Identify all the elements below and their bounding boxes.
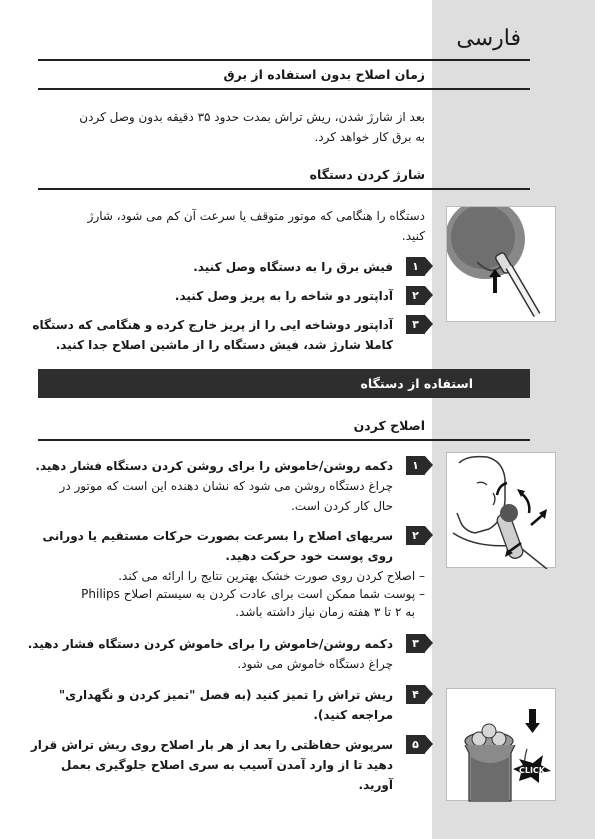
charging-step-2	[25, 286, 425, 306]
step-number-badge: ۳	[406, 634, 425, 653]
top-divider	[38, 59, 530, 61]
click-label: CLICK	[518, 766, 546, 775]
shaving-heading: اصلاح کردن	[353, 418, 425, 433]
step-text-line-2: کاملا شارژ شد، فیش دستگاه را از ماشین اصلاح جدا کنید.	[55, 338, 393, 352]
shaving-step-2	[25, 526, 425, 566]
shaving-divider	[38, 439, 530, 441]
charging-step-3	[25, 315, 425, 355]
step-text-line-1: سریهای اصلاح را بسرعت بصورت حرکات مستقیم یا دورانی	[42, 529, 393, 543]
step-text-line-2: چراغ دستگاه خاموش می شود.	[237, 657, 393, 671]
step-text-line-1: آداپتور دوشاخه ایی را از پریز خارج کرده و هنگامی که دستگاه	[32, 318, 393, 332]
shaving-illustration	[446, 452, 556, 568]
shaving-bullets	[25, 567, 425, 621]
shaving-step-1	[25, 456, 425, 516]
cap-illustration	[446, 688, 556, 801]
cordless-divider	[38, 88, 530, 90]
cordless-text	[35, 107, 425, 147]
language-title: فارسی	[456, 26, 521, 51]
step-number-badge: ۵	[406, 735, 425, 754]
face-shaving-icon	[447, 453, 557, 569]
step-number-badge: ۳	[406, 315, 425, 334]
step-text-line-1: دکمه روشن/خاموش را برای روشن کردن دستگاه فشار دهید.	[35, 459, 393, 473]
step-number-badge: ۲	[406, 526, 425, 545]
step-text-line-1: سرپوش حفاظتی را بعد از هر بار اصلاح روی ریش تراش قرار	[30, 738, 393, 752]
charging-text	[35, 206, 425, 246]
bullet-continuation: به ۲ تا ۳ هفته زمان نیاز داشته باشد.	[235, 605, 415, 619]
step-text-line-2: چراغ دستگاه روشن می شود که نشان دهنده این است که موتور در	[59, 479, 393, 493]
bullet-item: – اصلاح کردن روی صورت خشک بهترین نتایج را ارائه می کند.	[118, 569, 425, 583]
step-text: آداپتور دو شاخه را به پریز وصل کنید.	[174, 289, 393, 303]
step-number-badge: ۴	[406, 685, 425, 704]
step-number-badge: ۲	[406, 286, 425, 305]
plug-into-shaver-icon	[447, 207, 557, 323]
shaving-step-5	[25, 735, 425, 795]
shaving-step-4	[25, 685, 425, 725]
step-text: فیش برق را به دستگاه وصل کنید.	[193, 260, 393, 274]
charging-heading: شارژ کردن دستگاه	[309, 167, 425, 182]
charging-text-line-1: دستگاه را هنگامی که موتور متوقف یا سرعت آن کم می شود، شارژ	[87, 209, 425, 223]
step-text-line-2: مراجعه کنید).	[313, 708, 393, 722]
step-text-line-1: دکمه روشن/خاموش را برای خاموش کردن دستگاه فشار دهید.	[27, 637, 393, 651]
cordless-text-line-1: بعد از شارژ شدن، ریش تراش بمدت حدود ۳۵ دقیقه بدون وصل کردن	[79, 110, 425, 124]
step-number-badge: ۱	[406, 257, 425, 276]
cordless-text-line-2: به برق کار خواهد کرد.	[314, 130, 425, 144]
step-text-line-3: آورید.	[358, 778, 393, 792]
charging-divider	[38, 188, 530, 190]
cordless-heading: زمان اصلاح بدون استفاده از برق	[223, 67, 425, 82]
charging-illustration	[446, 206, 556, 322]
using-band-title: استفاده از دستگاه	[360, 376, 473, 391]
step-text-line-2: روی پوست خود حرکت دهید.	[225, 549, 393, 563]
charging-step-1	[25, 257, 425, 277]
bullet-item: – پوست شما ممکن است برای عادت کردن به سیستم اصلاح Philips	[81, 587, 425, 601]
step-number-badge: ۱	[406, 456, 425, 475]
step-text-line-3: حال کار کردن است.	[291, 499, 393, 513]
step-text-line-1: ریش تراش را تمیز کنید (به فصل "تمیز کردن و نگهداری"	[58, 688, 393, 702]
charging-text-line-2: کنید.	[401, 229, 425, 243]
protection-cap-icon	[447, 689, 557, 802]
step-text-line-2: دهید تا از وارد آمدن آسیب به سری اصلاح جلوگیری بعمل	[61, 758, 393, 772]
shaving-step-3	[25, 634, 425, 674]
